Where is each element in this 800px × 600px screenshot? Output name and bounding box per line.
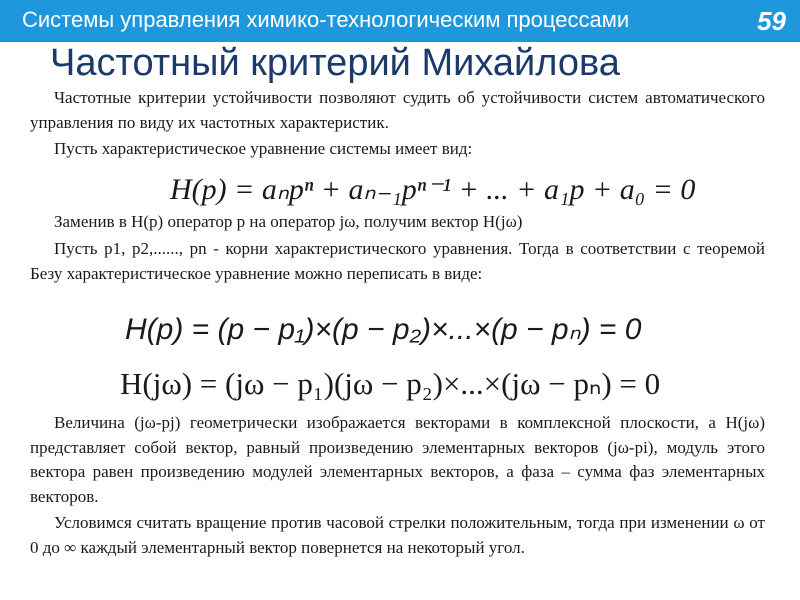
header-bar [0, 0, 800, 42]
slide-number: 59 [757, 6, 786, 36]
formula-factored-form: H(p) = (p − p₁)×(p − p₂)×...×(p − pₙ) = 0 [125, 313, 642, 346]
paragraph-intro: Частотные критерии устойчивости позволяют судить об устойчивости систем автоматического управления по виду их частотных характеристик. [30, 88, 765, 132]
paragraph-geometric-meaning: Величина (jω-pj) геометрически изображается векторами в комплексной плоскости, а H(jω) представляет собой вектор, равный произведению элементарных векторов (jω-pi), модуль этого вектора равен произведению модулей элементарных векторов, а фаза – сумма фаз элементарных векторов. [30, 413, 765, 506]
paragraph-bezout: Пусть p1, p2,......, pn - корни характеристического уравнения. Тогда в соответствии с теоремой Безу характеристическое уравнение можно переписать в виде: [30, 239, 765, 283]
paragraph-characteristic-eq: Пусть характеристическое уравнение системы имеет вид: [54, 139, 473, 158]
header-course-title: Системы управления химико-технологическим процессами [22, 7, 630, 32]
formula-frequency-vector: H(jω) = (jω − p₁)(jω − p₂)×...×(jω − pₙ) = 0 [120, 366, 661, 401]
formula-characteristic-polynomial: H(p) = aₙpⁿ + aₙ₋₁pⁿ⁻¹ + ... + a₁p + a₀ = 0 [170, 173, 696, 206]
paragraph-rotation: Условимся считать вращение против часовой стрелки положительным, тогда при изменении ω от 0 до ∞ каждый элементарный вектор повернется на некоторый угол. [30, 513, 765, 557]
slide-title: Частотный критерий Михайлова [50, 42, 620, 84]
paragraph-substitution: Заменив в H(p) оператор p на оператор jω, получим вектор H(jω) [54, 212, 523, 231]
